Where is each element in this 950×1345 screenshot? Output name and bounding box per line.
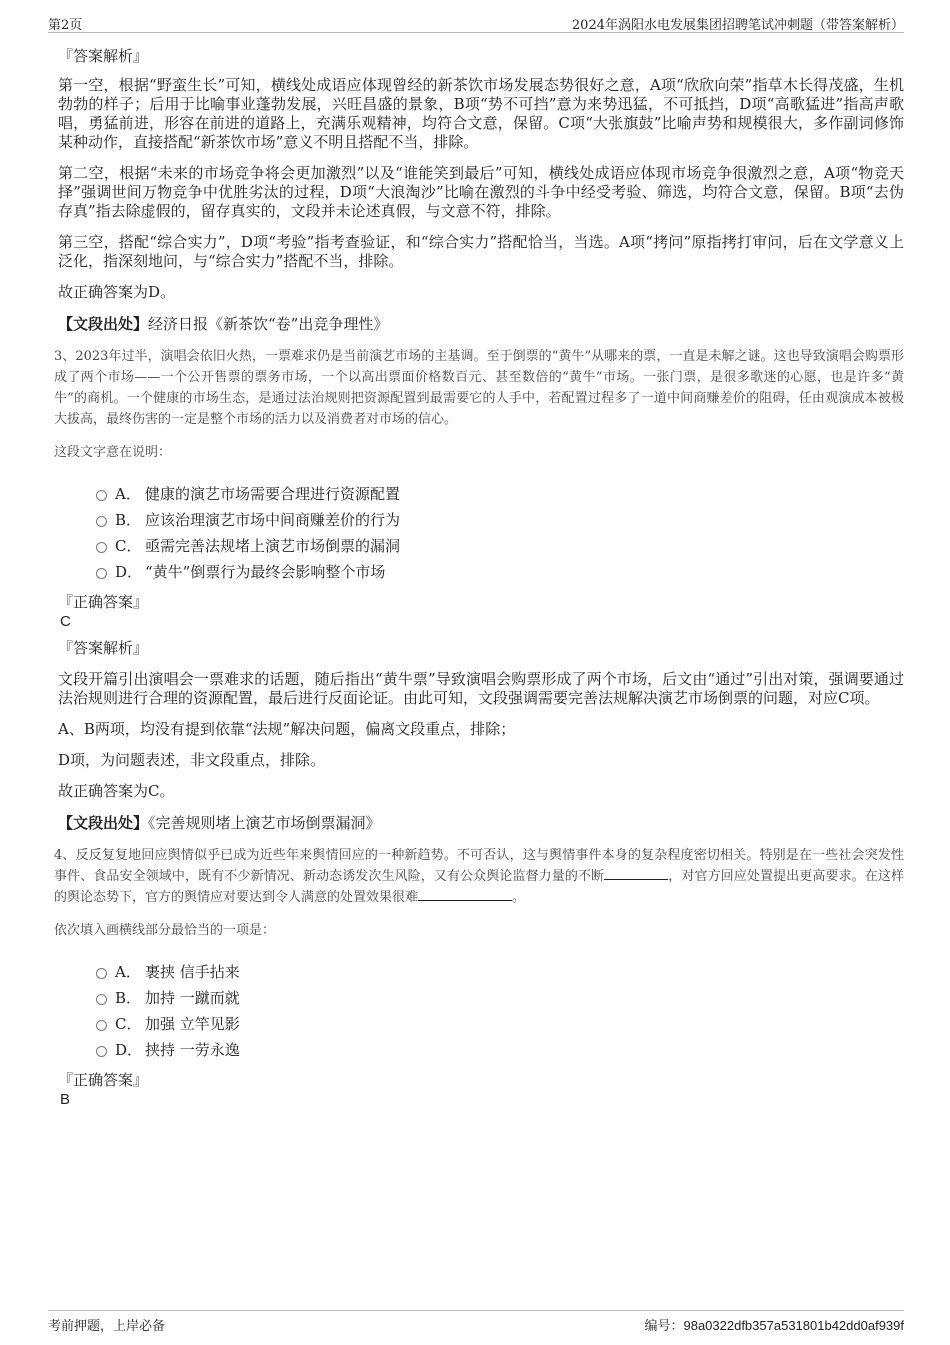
fill-blank-2: [418, 887, 512, 901]
option-letter: D．: [115, 1040, 143, 1059]
q4-correct-tag: 『正确答案』: [58, 1071, 149, 1089]
q4-option-c[interactable]: [96, 1010, 904, 1036]
q2-source: [58, 314, 904, 334]
q3-analysis-paragraph: A、B两项，均没有提到依靠“法规”解决问题，偏离文段重点，排除；: [58, 720, 516, 738]
page-content: [56, 40, 904, 1116]
q4-stem-part3: 。: [512, 890, 526, 905]
option-text: 应该治理演艺市场中间商赚差价的行为: [145, 510, 401, 529]
q3-source: [58, 813, 904, 833]
q2-analysis-tag: 『答案解析』: [58, 47, 149, 65]
radio-icon[interactable]: [96, 994, 107, 1005]
option-text: 健康的演艺市场需要合理进行资源配置: [145, 484, 401, 503]
q4-answer: B: [60, 1091, 71, 1108]
q3-analysis-paragraph: D项，为问题表述，非文段重点，排除。: [58, 751, 326, 769]
option-letter: A．: [115, 962, 141, 981]
q4-option-a[interactable]: [96, 958, 904, 984]
q4-option-d[interactable]: [96, 1036, 904, 1062]
option-text: 加持 一蹴而就: [145, 988, 240, 1007]
q4-stem-part1: 4、反反复复地回应舆情似乎已成为近些年来舆情回应的一种新趋势。不可否认，这与舆情事件本身的复杂程度密切相关。特别是在一些社会突发性事件、食品安全领域中，既有不少新情况、新动态诱发次生风险，又有公众舆论监督力量的不断: [54, 848, 904, 884]
q4-options: [96, 958, 904, 1062]
q3-analysis-tag: 『答案解析』: [58, 639, 149, 657]
option-letter: B．: [115, 988, 142, 1007]
q3-analysis-paragraph: 文段开篇引出演唱会一票难求的话题，随后指出“黄牛票”导致演唱会购票形成了两个市场，后文由“通过”引出对策，强调要通过法治规则进行合理的资源配置，最后进行反面论证。由此可知，文段强调需要完善法规解决演艺市场倒票的问题，对应C项。: [58, 670, 904, 707]
option-letter: A．: [115, 484, 141, 503]
page-footer: [48, 1310, 904, 1333]
option-text: 亟需完善法规堵上演艺市场倒票的漏洞: [145, 536, 401, 555]
document-id: [644, 1315, 904, 1334]
source-text: 经济日报《新茶饮“卷”出竞争理性》: [148, 315, 389, 333]
option-text: 挟持 一劳永逸: [145, 1040, 240, 1059]
q4-stem-part2: ，对官方回应处置提出更高要求。在这样的舆论态势下，官方的舆情应对要达到令人满意的处置效果很难: [54, 869, 904, 905]
q4-prompt: 依次填入画横线部分最恰当的一项是：: [54, 923, 276, 938]
page-number: 第2页: [48, 18, 83, 33]
q3-options: [96, 480, 904, 584]
document-title: 2024年涡阳水电发展集团招聘笔试冲刺题（带答案解析）: [571, 18, 904, 33]
q2-analysis-paragraph: 第二空，根据“未来的市场竞争将会更加激烈”以及“谁能笑到最后”可知，横线处成语应体现市场竞争很激烈之意，A项“物竞天择”强调世间万物竞争中优胜劣汰的过程，D项“大浪淘沙”比喻在激烈的斗争中经受考验、筛选，均符合文意，保留。B项“去伪存真”指去除虚假的，留存真实的，文段并未论述真假，与文意不符，排除。: [58, 164, 904, 220]
q3-conclusion: 故正确答案为C。: [58, 782, 175, 800]
radio-icon[interactable]: [96, 542, 107, 553]
q3-option-a[interactable]: [96, 480, 904, 506]
document-id-value: 98a0322dfb357a531801b42dd0af939f: [683, 1318, 904, 1333]
q3-answer: C: [60, 613, 71, 630]
source-label: 【文段出处】: [58, 315, 149, 333]
q3-option-b[interactable]: [96, 506, 904, 532]
radio-icon[interactable]: [96, 1046, 107, 1057]
radio-icon[interactable]: [96, 968, 107, 979]
option-text: 裹挟 信手拈来: [145, 962, 240, 981]
q2-conclusion: 故正确答案为D。: [58, 283, 176, 301]
page-header: [48, 12, 904, 33]
radio-icon[interactable]: [96, 1020, 107, 1031]
q3-option-d[interactable]: [96, 558, 904, 584]
source-text: 《完善规则堵上演艺市场倒票漏洞》: [148, 814, 381, 832]
option-letter: D．: [115, 562, 143, 581]
q4-option-b[interactable]: [96, 984, 904, 1010]
q3-stem: 3、2023年过半，演唱会依旧火热，一票难求仍是当前演艺市场的主基调。至于倒票的“黄牛”从哪来的票，一直是未解之谜。这也导致演唱会购票形成了两个市场——一个公开售票的票务市场，一个以高出票面价格数百元、甚至数倍的“黄牛”市场。一张门票，是很多歌迷的心愿，也是许多“黄牛”的商机。一个健康的市场生态，是通过法治规则把资源配置到最需要它的人手中，若配置过程多了一道中间商赚差价的阻碍，任由观演成本被极大拔高，最终伤害的一定是整个市场的活力以及消费者对市场的信心。: [54, 349, 904, 427]
option-text: 加强 立竿见影: [145, 1014, 240, 1033]
option-letter: C．: [115, 536, 142, 555]
radio-icon[interactable]: [96, 568, 107, 579]
q2-analysis-paragraph: 第三空，搭配“综合实力”，D项“考验”指考查验证，和“综合实力”搭配恰当，当选。A项“拷问”原指拷打审问，后在文学意义上泛化，指深刻地问，与“综合实力”搭配不当，排除。: [58, 233, 904, 270]
option-letter: C．: [115, 1014, 142, 1033]
q3-prompt: 这段文字意在说明：: [54, 445, 172, 460]
radio-icon[interactable]: [96, 490, 107, 501]
document-id-label: 编号：: [644, 1319, 684, 1334]
option-letter: B．: [115, 510, 142, 529]
q3-correct-tag: 『正确答案』: [58, 593, 149, 611]
radio-icon[interactable]: [96, 516, 107, 527]
fill-blank-1: [604, 866, 668, 880]
option-text: “黄牛”倒票行为最终会影响整个市场: [145, 562, 386, 581]
q2-analysis-paragraph: 第一空，根据“野蛮生长”可知，横线处成语应体现曾经的新茶饮市场发展态势很好之意，A项“欣欣向荣”指草木长得茂盛，生机勃勃的样子；后用于比喻事业蓬勃发展，兴旺昌盛的景象，B项“势不可挡”意为来势迅猛，不可抵挡，D项“高歌猛进”指高声歌唱，勇猛前进，形容在前进的道路上，充满乐观精神，均符合文意，保留。C项“大张旗鼓”比喻声势和规模很大，多作副词修饰某种动作，直接搭配“新茶饮市场”意义不明且搭配不当，排除。: [58, 76, 904, 151]
q3-option-c[interactable]: [96, 532, 904, 558]
q4-stem: [54, 845, 904, 908]
source-label: 【文段出处】: [58, 814, 149, 832]
footer-slogan: 考前押题，上岸必备: [48, 1319, 166, 1334]
